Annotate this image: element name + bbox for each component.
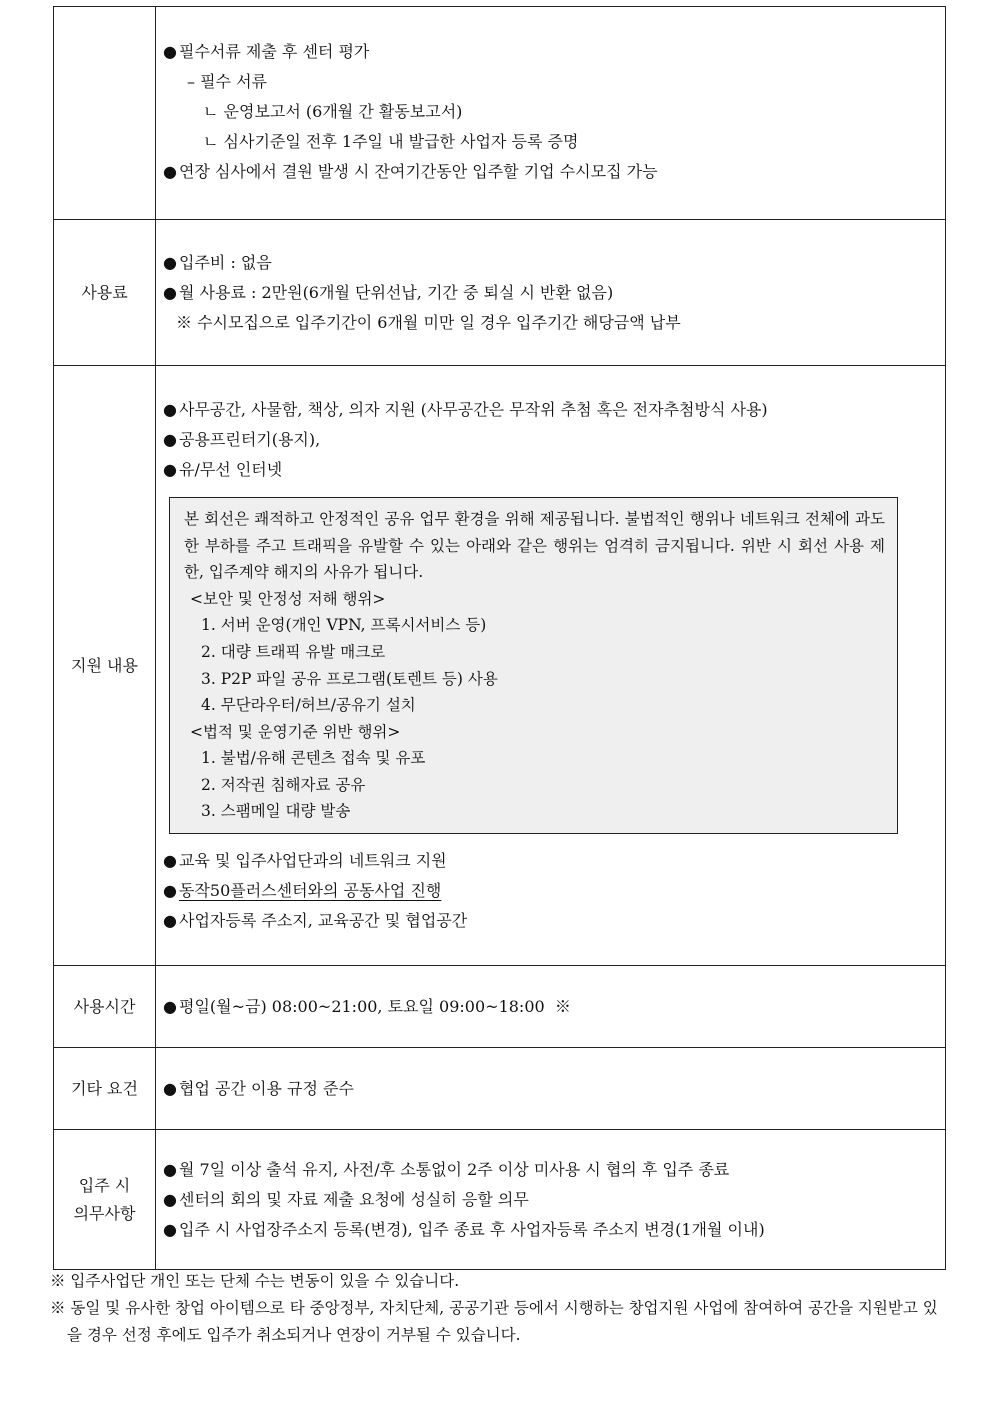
row-label-support: 지원 내용 xyxy=(54,366,156,966)
required-doc-item: ㄴ 심사기준일 전후 1주일 내 발급한 사업자 등록 증명 xyxy=(203,132,579,151)
table-row-support xyxy=(54,366,946,966)
bullet-icon: ● xyxy=(163,429,177,449)
duty-label-line: 입주 시 xyxy=(78,1175,131,1195)
row-content-fee xyxy=(156,220,946,366)
bullet-icon: ● xyxy=(163,42,177,61)
bullet-icon: ● xyxy=(163,1159,177,1179)
list-item: ● 월 7일 이상 출석 유지, 사전/후 소통없이 2주 이상 미사용 시 협의 후 입주 종료 xyxy=(163,1155,941,1185)
fee-note: ※ 수시모집으로 입주기간이 6개월 미만 일 경우 입주기간 해당금액 납부 xyxy=(176,312,681,332)
policy-item: 2. 대량 트래픽 유발 매크로 xyxy=(201,642,386,661)
list-item: ● 공용프린터기(용지), xyxy=(163,425,941,455)
duty-label-line: 의무사항 xyxy=(73,1203,136,1223)
policy-item: 3. P2P 파일 공유 프로그램(토렌트 등) 사용 xyxy=(201,669,498,688)
list-item: ● 사무공간, 사물함, 책상, 의자 지원 (사무공간은 무작위 추첨 혹은 전자추첨방식 사용) xyxy=(163,395,941,425)
bullet-icon: ● xyxy=(163,851,177,871)
bullet-icon: ● xyxy=(163,881,177,901)
list-item: ● 필수서류 제출 후 센터 평가 xyxy=(163,37,941,67)
policy-item: 4. 무단라우터/허브/공유기 설치 xyxy=(201,696,416,715)
table-row-fee xyxy=(54,220,946,366)
policy-item: 1. 불법/유해 콘텐츠 접속 및 유포 xyxy=(201,749,426,768)
footnote: ※ 동일 및 유사한 창업 아이템으로 타 중앙정부, 자치단체, 공공기관 등에서 시행하는 창업지원 사업에 참여하여 공간을 지원받고 있을 경우 선정 후에도 입주가 취소되거나 연장이 거부될 수 있습니다. xyxy=(50,1299,938,1344)
row-content-hours xyxy=(156,966,946,1048)
row-label-hours: 사용시간 xyxy=(54,966,156,1048)
required-docs-heading: – 필수 서류 xyxy=(187,72,267,91)
row-content-support xyxy=(156,366,946,966)
bullet-icon: ● xyxy=(163,399,177,419)
footnotes xyxy=(50,1268,950,1349)
required-doc-item: ㄴ 운영보고서 (6개월 간 활동보고서) xyxy=(203,102,463,121)
row-content-evaluation xyxy=(156,7,946,220)
row-label-fee: 사용료 xyxy=(54,220,156,366)
list-item: ● 교육 및 입주사업단과의 네트워크 지원 xyxy=(163,846,941,876)
policy-item: 3. 스팸메일 대량 발송 xyxy=(201,802,351,821)
table-row-duty xyxy=(54,1130,946,1270)
list-item: ● 센터의 회의 및 자료 제출 요청에 성실히 응할 의무 xyxy=(163,1185,941,1215)
bullet-icon: ● xyxy=(163,162,177,181)
list-item: ● 연장 심사에서 결원 발생 시 잔여기간동안 입주할 기업 수시모집 가능 xyxy=(163,157,941,187)
row-label-empty xyxy=(54,7,156,220)
row-content-duty xyxy=(156,1130,946,1270)
list-item: ● 유/무선 인터넷 xyxy=(163,455,941,485)
program-details-table xyxy=(53,6,946,1270)
policy-section-heading: <법적 및 운영기준 위반 행위> xyxy=(190,722,401,741)
bullet-icon: ● xyxy=(163,282,177,302)
bullet-icon: ● xyxy=(163,1189,177,1209)
bullet-icon: ● xyxy=(163,1219,177,1239)
policy-intro: 본 회선은 쾌적하고 안정적인 공유 업무 환경을 위해 제공됩니다. 불법적인 행위나 네트워크 전체에 과도한 부하를 주고 트래픽을 유발할 수 있는 아래와 같은 행위는 엄격히 금지됩니다. 위반 시 회선 사용 제한, 입주계약 해지의 사유가 됩니다. xyxy=(184,509,885,582)
underlined-text: 동작50플러스센터와의 공동사업 진행 xyxy=(179,881,442,901)
list-item: ● 사업자등록 주소지, 교육공간 및 협업공간 xyxy=(163,906,941,936)
bullet-icon: ● xyxy=(163,1078,177,1098)
list-item: ● 입주 시 사업장주소지 등록(변경), 입주 종료 후 사업자등록 주소지 변경(1개월 이내) xyxy=(163,1215,941,1245)
row-label-duty xyxy=(54,1130,156,1270)
footnote: ※ 입주사업단 개인 또는 단체 수는 변동이 있을 수 있습니다. xyxy=(50,1272,460,1290)
list-item: ● 입주비 : 없음 xyxy=(163,248,941,278)
list-item: ● 평일(월~금) 08:00~21:00, 토요일 09:00~18:00 ※ xyxy=(163,992,941,1022)
table-row-hours xyxy=(54,966,946,1048)
list-item: ● 협업 공간 이용 규정 준수 xyxy=(163,1074,941,1104)
table-row-evaluation xyxy=(54,7,946,220)
row-content-other xyxy=(156,1048,946,1130)
bullet-icon: ● xyxy=(163,911,177,931)
list-item: ● 월 사용료 : 2만원(6개월 단위선납, 기간 중 퇴실 시 반환 없음) xyxy=(163,278,941,308)
bullet-icon: ● xyxy=(163,996,177,1016)
network-policy-box xyxy=(169,497,898,834)
bullet-icon: ● xyxy=(163,252,177,272)
bullet-icon: ● xyxy=(163,459,177,479)
list-item xyxy=(163,876,941,906)
policy-item: 2. 저작권 침해자료 공유 xyxy=(201,775,366,794)
table-row-other xyxy=(54,1048,946,1130)
policy-item: 1. 서버 운영(개인 VPN, 프록시서비스 등) xyxy=(201,616,487,635)
row-label-other: 기타 요건 xyxy=(54,1048,156,1130)
policy-section-heading: <보안 및 안정성 저해 행위> xyxy=(190,589,386,608)
